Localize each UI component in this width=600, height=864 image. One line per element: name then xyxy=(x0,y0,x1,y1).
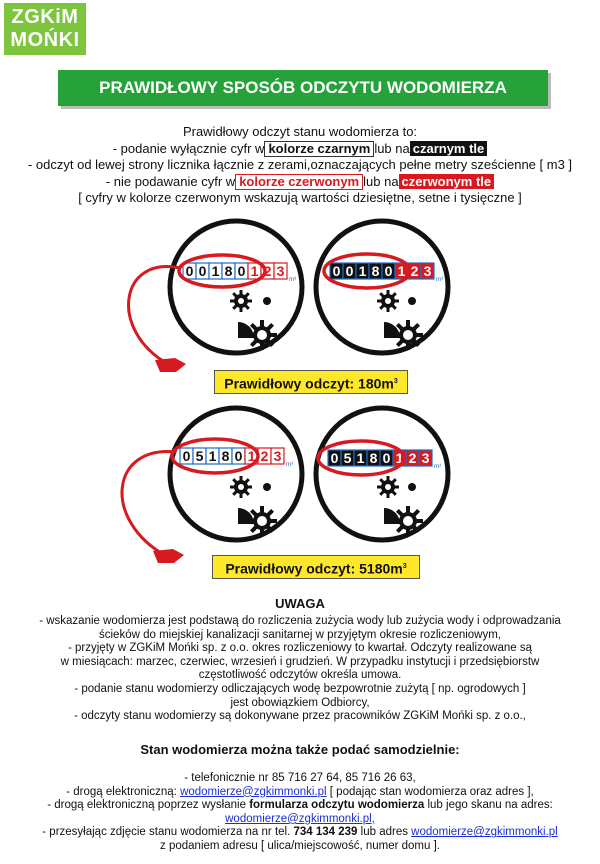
meter-digit: 0 xyxy=(234,448,243,464)
correct-reading-caption-1 xyxy=(214,370,408,394)
meter-digit: 8 xyxy=(221,448,230,464)
meter-digit: 1 xyxy=(247,448,256,464)
meter-digit: 1 xyxy=(211,263,220,279)
meter-unit-label: m³ xyxy=(289,277,296,283)
intro-l1-text-b: lub na xyxy=(374,140,410,156)
photo-text-a: - przesyłając zdjęcie stanu wodomierza na nr tel. xyxy=(42,826,291,839)
caption-1-unit: m xyxy=(381,375,394,392)
form-text-a: - drogą elektroniczną poprzez wysłanie xyxy=(47,799,246,812)
caption-1-sup: 3 xyxy=(393,378,398,385)
email-text-a: - drogą elektroniczną: xyxy=(66,785,177,798)
page-title: PRAWIDŁOWY SPOSÓB ODCZYTU WODOMIERZA xyxy=(58,70,548,106)
email-text-b: [ podając stan wodomierza oraz adres ], xyxy=(329,785,534,798)
intro-heading: Prawidłowy odczyt stanu wodomierza to: xyxy=(182,124,418,139)
uwaga-line: częstotliwość odczytów określa umowa. xyxy=(198,669,402,682)
intro-line-4: [ cyfry w kolorze czerwonym wskazują wartości dziesiętne, setne i tysięczne ] xyxy=(78,190,522,205)
intro-l3-text-a: - nie podawanie cyfr w xyxy=(105,173,236,189)
intro-l3-text-b: lub na xyxy=(363,173,399,189)
meter-digit: 5 xyxy=(195,448,204,464)
phone-line: - telefonicznie nr 85 716 27 64, 85 716 26 63, xyxy=(184,772,416,784)
form-email-link[interactable]: wodomierze@zgkimmonki.pl, xyxy=(225,812,375,825)
caption-1-label: Prawidłowy odczyt: xyxy=(224,375,355,392)
meter-digit: 1 xyxy=(356,450,365,466)
meter-digit: 8 xyxy=(369,450,378,466)
meter-1-white xyxy=(129,221,302,372)
uwaga-line: - przyjęty w ZGKiM Mońki sp. z o.o. okres rozliczeniowy to kwartał. Odczyty realizowane są xyxy=(68,642,532,655)
meter-unit-label: m³ xyxy=(434,464,441,470)
caption-2-value: 5180 xyxy=(359,560,391,577)
meter-digit: 2 xyxy=(260,448,269,464)
meter-digit: 1 xyxy=(395,450,404,466)
intro-line-2: - odczyt od lewej strony licznika łącznie z zerami,oznaczających pełne metry sześcienne [ m3 ] xyxy=(27,157,573,172)
caption-2-label: Prawidłowy odczyt: xyxy=(225,560,356,577)
self-report-title: Stan wodomierza można także podać samodzielnie: xyxy=(140,742,460,757)
meter-digit: 0 xyxy=(185,263,194,279)
intro-l1-text-a: - podanie wyłącznie cyfr w xyxy=(112,140,265,156)
uwaga-line: - podanie stanu wodomierzy odliczających wodę bezpowrotnie zużytą [ np. ogrodowych ] xyxy=(74,682,526,695)
form-text-b: lub jego skanu na adres: xyxy=(427,799,553,812)
meter-digit: 5 xyxy=(343,450,352,466)
meter-digit: 8 xyxy=(224,263,233,279)
meter-digit: 0 xyxy=(382,450,391,466)
meter-digit: 0 xyxy=(332,263,341,279)
meter-digit: 1 xyxy=(250,263,259,279)
photo-address-line: z podaniem adresu [ ulica/miejscowość, numer domu ]. xyxy=(160,839,440,852)
photo-text-b: lub adres xyxy=(360,826,408,839)
meter-digit: 3 xyxy=(421,450,430,466)
uwaga-body xyxy=(0,615,600,724)
form-bold: formularza odczytu wodomierza xyxy=(249,799,425,812)
red-color-box: kolorze czerwonym xyxy=(235,174,363,190)
black-color-box: kolorze czarnym xyxy=(264,141,374,157)
logo-line-2: MOŃKI xyxy=(10,29,80,51)
form-email-line xyxy=(0,813,600,827)
meter-digit: 2 xyxy=(263,263,272,279)
meter-digit: 0 xyxy=(182,448,191,464)
meter-digit: 0 xyxy=(384,263,393,279)
meter-digit: 3 xyxy=(276,263,285,279)
caption-2-unit: m xyxy=(390,560,403,577)
correct-reading-caption-2 xyxy=(212,555,420,579)
photo-email-link[interactable]: wodomierze@zgkimmonki.pl xyxy=(411,826,558,839)
meter-digit: 2 xyxy=(408,450,417,466)
email-line xyxy=(0,786,600,800)
meter-digit: 0 xyxy=(330,450,339,466)
meter-digit: 1 xyxy=(208,448,217,464)
meter-digit: 2 xyxy=(410,263,419,279)
meter-digit: 3 xyxy=(423,263,432,279)
form-line xyxy=(0,799,600,813)
meter-digit: 1 xyxy=(397,263,406,279)
black-background-box: czarnym tle xyxy=(410,141,488,156)
meter-digit: 8 xyxy=(371,263,380,279)
meter-unit-label: m³ xyxy=(436,277,443,283)
uwaga-line: jest obowiązkiem Odbiorcy, xyxy=(230,696,370,709)
logo-line-1: ZGKiM xyxy=(11,6,79,28)
caption-2-sup: 3 xyxy=(402,563,407,570)
photo-phone: 734 134 239 xyxy=(293,826,358,839)
meter-unit-label: m³ xyxy=(286,462,293,468)
meter-4-black xyxy=(316,408,448,540)
meter-3-white xyxy=(122,408,302,563)
uwaga-title: UWAGA xyxy=(275,596,325,611)
photo-line xyxy=(0,826,600,840)
uwaga-line: - odczyty stanu wodomierzy są dokonywane przez pracowników ZGKiM Mońki sp. z o.o., xyxy=(74,710,526,723)
meter-digit: 0 xyxy=(237,263,246,279)
meter-digit: 1 xyxy=(358,263,367,279)
self-report-body xyxy=(0,772,600,854)
uwaga-line: - wskazanie wodomierza jest podstawą do rozliczenia zużycia wody lub zużycia wody i odprowadzania xyxy=(39,615,561,627)
red-background-box: czerwonym tle xyxy=(399,174,495,189)
caption-1-value: 180 xyxy=(358,375,382,392)
meter-digit: 0 xyxy=(198,263,207,279)
meter-digit: 3 xyxy=(273,448,282,464)
meter-digit: 0 xyxy=(345,263,354,279)
uwaga-line: w miesiącach: marzec, czerwiec, wrzesień i grudzień. W przypadku instytucji i przedsiębiorstw xyxy=(60,655,540,668)
uwaga-line: ścieków do miejskiej kanalizacji sanitarnej w przyjętym okresie rozliczeniowym, xyxy=(99,628,501,641)
meter-2-black xyxy=(316,221,448,353)
email-link[interactable]: wodomierze@zgkimmonki.pl xyxy=(180,785,327,798)
